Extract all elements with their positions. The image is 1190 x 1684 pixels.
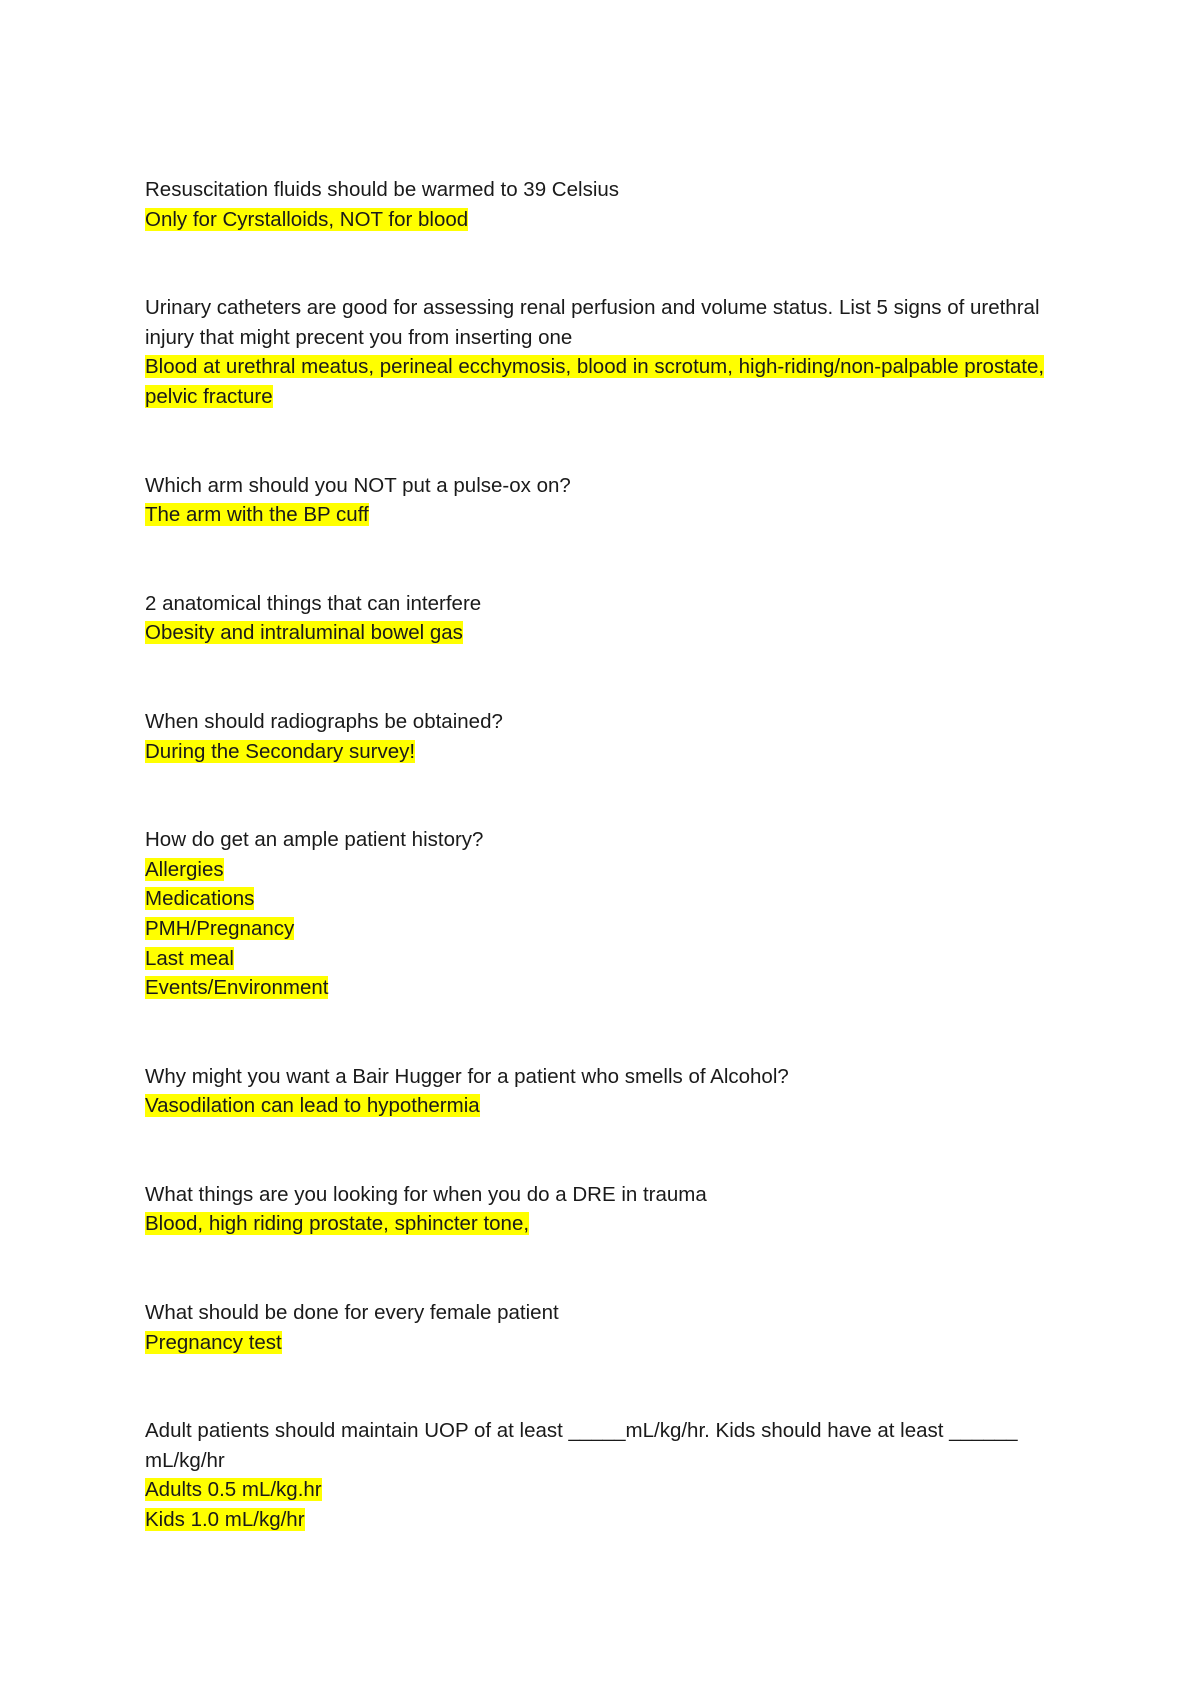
- question-text: 2 anatomical things that can interfere: [145, 591, 482, 615]
- answer-block: [145, 1091, 1045, 1121]
- answer-block: [145, 618, 1045, 648]
- answer-block: [145, 737, 1045, 767]
- question-text: When should radiographs be obtained?: [145, 709, 503, 733]
- answer-block: [145, 500, 1045, 530]
- qa-item: [145, 471, 1045, 530]
- highlighted-answer: Blood at urethral meatus, perineal ecchymosis, blood in scrotum, high-riding/non-palpable prostate, pelvic fracture: [145, 355, 1045, 408]
- highlighted-answer: Kids 1.0 mL/kg/hr: [145, 1508, 305, 1532]
- question-text: How do get an ample patient history?: [145, 828, 484, 852]
- document-body: [145, 175, 1045, 1594]
- qa-item: [145, 1416, 1045, 1534]
- highlighted-answer: Events/Environment: [145, 976, 329, 1000]
- highlighted-answer: Only for Cyrstalloids, NOT for blood: [145, 207, 469, 231]
- highlighted-answer: Obesity and intraluminal bowel gas: [145, 621, 463, 645]
- question-text: What should be done for every female patient: [145, 1301, 559, 1325]
- highlighted-answer: Allergies: [145, 857, 224, 881]
- qa-item: [145, 293, 1045, 411]
- question-text: Urinary catheters are good for assessing renal perfusion and volume status. List 5 signs of urethral injury that might precent you from inserting one: [145, 296, 1040, 349]
- qa-item: [145, 1298, 1045, 1357]
- answer-block: [145, 205, 1045, 235]
- qa-item: [145, 1180, 1045, 1239]
- answer-block: [145, 352, 1045, 411]
- highlighted-answer: Pregnancy test: [145, 1330, 282, 1354]
- answer-block: [145, 1328, 1045, 1358]
- highlighted-answer: Adults 0.5 mL/kg.hr: [145, 1478, 322, 1502]
- answer-block: [145, 1475, 1045, 1534]
- question-text: Adult patients should maintain UOP of at least _____mL/kg/hr. Kids should have at least ______ mL/kg/hr: [145, 1419, 1018, 1472]
- question-text: What things are you looking for when you do a DRE in trauma: [145, 1182, 707, 1206]
- highlighted-answer: Medications: [145, 887, 255, 911]
- question-text: Resuscitation fluids should be warmed to 39 Celsius: [145, 178, 620, 201]
- highlighted-answer: Blood, high riding prostate, sphincter tone,: [145, 1212, 530, 1236]
- question-text: Why might you want a Bair Hugger for a patient who smells of Alcohol?: [145, 1064, 789, 1088]
- qa-item: [145, 825, 1045, 1003]
- qa-item: [145, 707, 1045, 766]
- highlighted-answer: The arm with the BP cuff: [145, 503, 369, 527]
- highlighted-answer: Last meal: [145, 946, 234, 970]
- answer-block: [145, 855, 1045, 1003]
- question-text: Which arm should you NOT put a pulse-ox on?: [145, 473, 571, 497]
- highlighted-answer: PMH/Pregnancy: [145, 916, 295, 940]
- qa-item: [145, 175, 1045, 234]
- highlighted-answer: During the Secondary survey!: [145, 739, 416, 763]
- qa-item: [145, 1062, 1045, 1121]
- answer-block: [145, 1209, 1045, 1239]
- highlighted-answer: Vasodilation can lead to hypothermia: [145, 1094, 480, 1118]
- qa-item: [145, 589, 1045, 648]
